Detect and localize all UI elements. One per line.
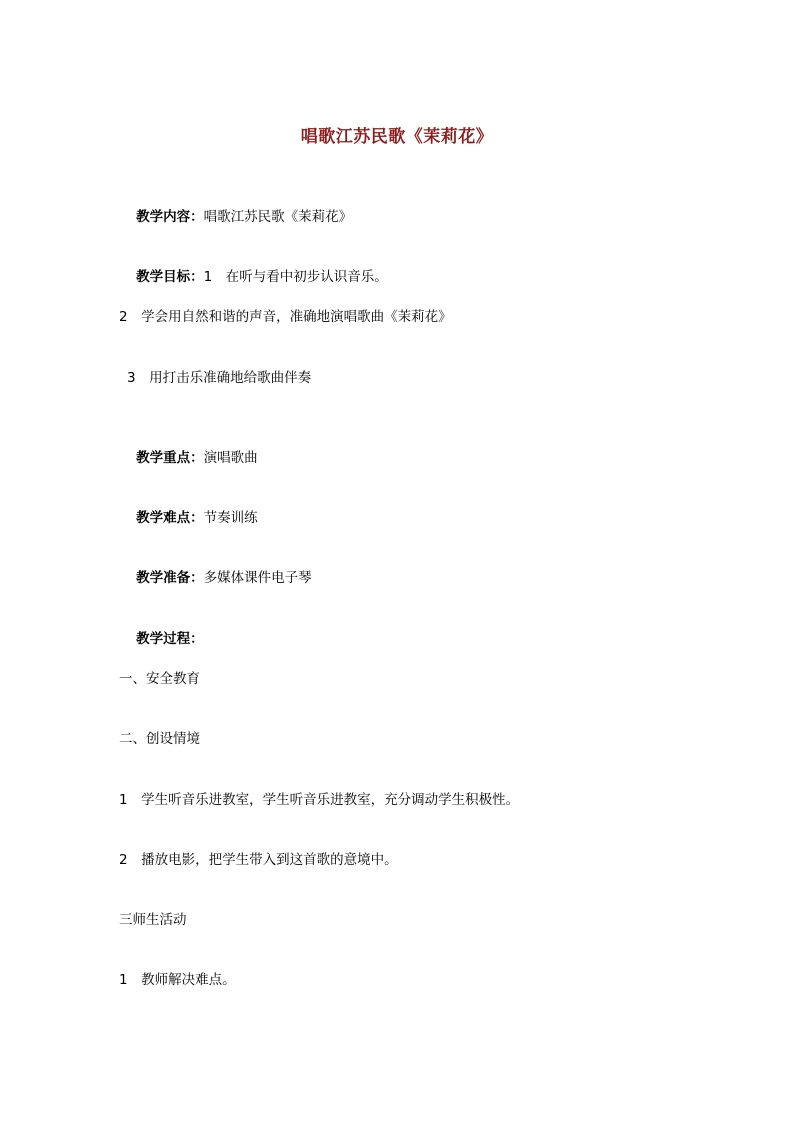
difficulty-line <box>119 488 258 548</box>
key-point-value: 演唱歌曲 <box>203 450 258 466</box>
objective-item-3: 3 用打击乐准确地给歌曲伴奏 <box>127 370 312 386</box>
preparation-line <box>119 548 312 608</box>
section-2-heading: 二、创设情境 <box>119 731 200 747</box>
content-value: 唱歌江苏民歌《茉莉花》 <box>203 209 353 225</box>
key-point-line <box>119 428 258 488</box>
section-1-heading: 一、安全教育 <box>119 671 200 687</box>
section-2-item-1: 1 学生听音乐进教室，学生听音乐进教室，充分调动学生积极性。 <box>119 792 520 808</box>
objectives-label: 教学目标： <box>136 269 204 285</box>
objective-item-2: 2 学会用自然和谐的声音，准确地演唱歌曲《茉莉花》 <box>119 309 452 325</box>
preparation-label: 教学准备： <box>136 570 204 586</box>
preparation-value: 多媒体课件电子琴 <box>203 570 312 586</box>
difficulty-value: 节奏训练 <box>203 510 258 526</box>
section-3-heading: 三师生活动 <box>119 912 187 928</box>
section-2-item-2: 2 播放电影，把学生带入到这首歌的意境中。 <box>119 852 398 868</box>
document-title: 唱歌江苏民歌《茉莉花》 <box>300 127 494 147</box>
section-3-item-1: 1 教师解决难点。 <box>119 972 236 988</box>
process-label: 教学过程： <box>136 631 204 647</box>
content-label: 教学内容： <box>136 209 204 225</box>
objectives-line <box>119 247 388 307</box>
process-line <box>119 609 204 669</box>
key-point-label: 教学重点： <box>136 450 204 466</box>
objective-item-1: 1 在听与看中初步认识音乐。 <box>203 269 388 285</box>
content-line <box>119 187 352 247</box>
difficulty-label: 教学难点： <box>136 510 204 526</box>
